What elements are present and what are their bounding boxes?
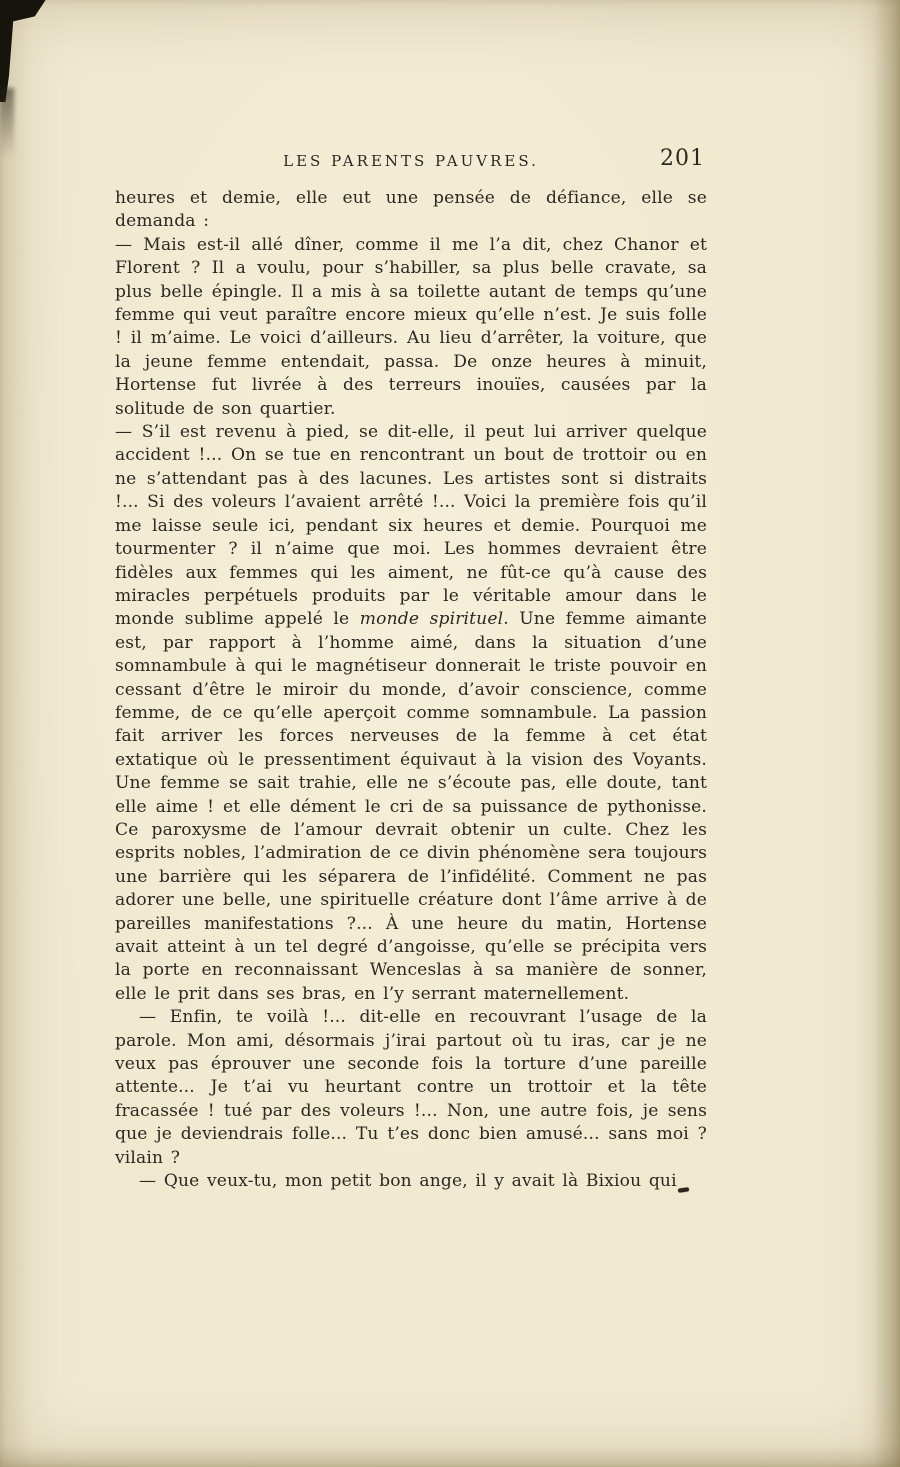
italic-text-segment: monde spirituel. bbox=[359, 609, 509, 630]
text-segment: Une femme aimante est, par rapport à l’homme aimé, dans la situation d’une somnambule à qui le magnétiseur donnerait le triste pouvoir en cessant d’être le miroir du monde, d’avoir conscience, comme femme, de ce qu’elle aperçoit comme somnambule. La passion fait arriver les forces nerveuses de la femme à cet état extatique où le pressentiment équivaut à la vision des Voyants. Une femme se sait trahie, elle ne s’écoute pas, elle doute, tant elle aime ! et elle dément le cri de sa puissance de pythonisse. Ce paroxysme de l’amour devrait obtenir un culte. Chez les esprits nobles, l’admiration de ce divin phénomène sera toujours une barrière qui les séparera de l’infidélité. Comment ne pas adorer une belle, une spirituelle créature dont l’âme arrive à de pareilles manifestations ?... À une heure du matin, Hortense avait atteint à un tel degré d’angoisse, qu’elle se précipita vers la porte en reconnaissant Wenceslas à sa manière de sonner, elle le prit dans ses bras, en l’y serrant maternellement. bbox=[115, 609, 707, 1004]
text-segment: — S’il est revenu à pied, se dit-elle, il peut lui arriver quelque accident !... On se tue en rencontrant un bout de trottoir ou en ne s’attendant pas à des lacunes. Les artistes sont si distraits !... Si des voleurs l’avaient arrêté !... Voici la première fois qu’il me laisse seule ici, pendant six heures et demie. Pourquoi me tourmenter ? il n’aime que moi. Les hommes devraient être fidèles aux femmes qui les aiment, ne fût-ce qu’à cause des miracles perpétuels produits par le véritable amour dans le monde sublime appelé le bbox=[115, 422, 707, 630]
paragraph bbox=[115, 421, 707, 1006]
text-segment: — Que veux-tu, mon petit bon ange, il y avait là Bixiou qui bbox=[139, 1171, 677, 1192]
scan-edge-shading-right bbox=[874, 0, 900, 1467]
text-segment: — Enfin, te voilà !... dit-elle en recouvrant l’usage de la parole. Mon ami, désormais j’irai partout où tu iras, car je ne veux pas éprouver une seconde fois la torture d’une pareille attente... Je t’ai vu heurtant contre un trottoir et la tête fracassée ! tué par des voleurs !... Non, une autre fois, je sens que je deviendrais folle... Tu t’es donc bien amusé... sans moi ? vilain ? bbox=[115, 1007, 707, 1168]
scan-corner-mark bbox=[0, 0, 60, 102]
page-header bbox=[115, 146, 707, 176]
text-block bbox=[115, 187, 707, 1193]
paragraph bbox=[115, 1006, 707, 1170]
scan-edge-smudge-left bbox=[0, 88, 14, 158]
text-segment: — Mais est-il allé dîner, comme il me l’a dit, chez Chanor et Florent ? Il a voulu, pour s’habiller, sa plus belle cravate, sa plus belle épingle. Il a mis à sa toilette autant de temps qu’une femme qui veut paraître encore mieux qu’elle n’est. Je suis folle ! il m’aime. Le voici d’ailleurs. Au lieu d’arrêter, la voiture, que la jeune femme entendait, passa. De onze heures à minuit, Hortense fut livrée à des terreurs inouïes, causées par la solitude de son quartier. bbox=[115, 234, 707, 419]
paragraph bbox=[115, 1170, 707, 1193]
page-number: 201 bbox=[660, 146, 705, 171]
scan-edge-shading-bottom bbox=[0, 1445, 900, 1467]
running-title: LES PARENTS PAUVRES. bbox=[283, 152, 539, 170]
text-column bbox=[115, 146, 707, 1193]
paragraph bbox=[115, 234, 707, 421]
text-segment: heures et demie, elle eut une pensée de défiance, elle se demanda : bbox=[115, 188, 707, 232]
paragraph bbox=[115, 187, 707, 234]
